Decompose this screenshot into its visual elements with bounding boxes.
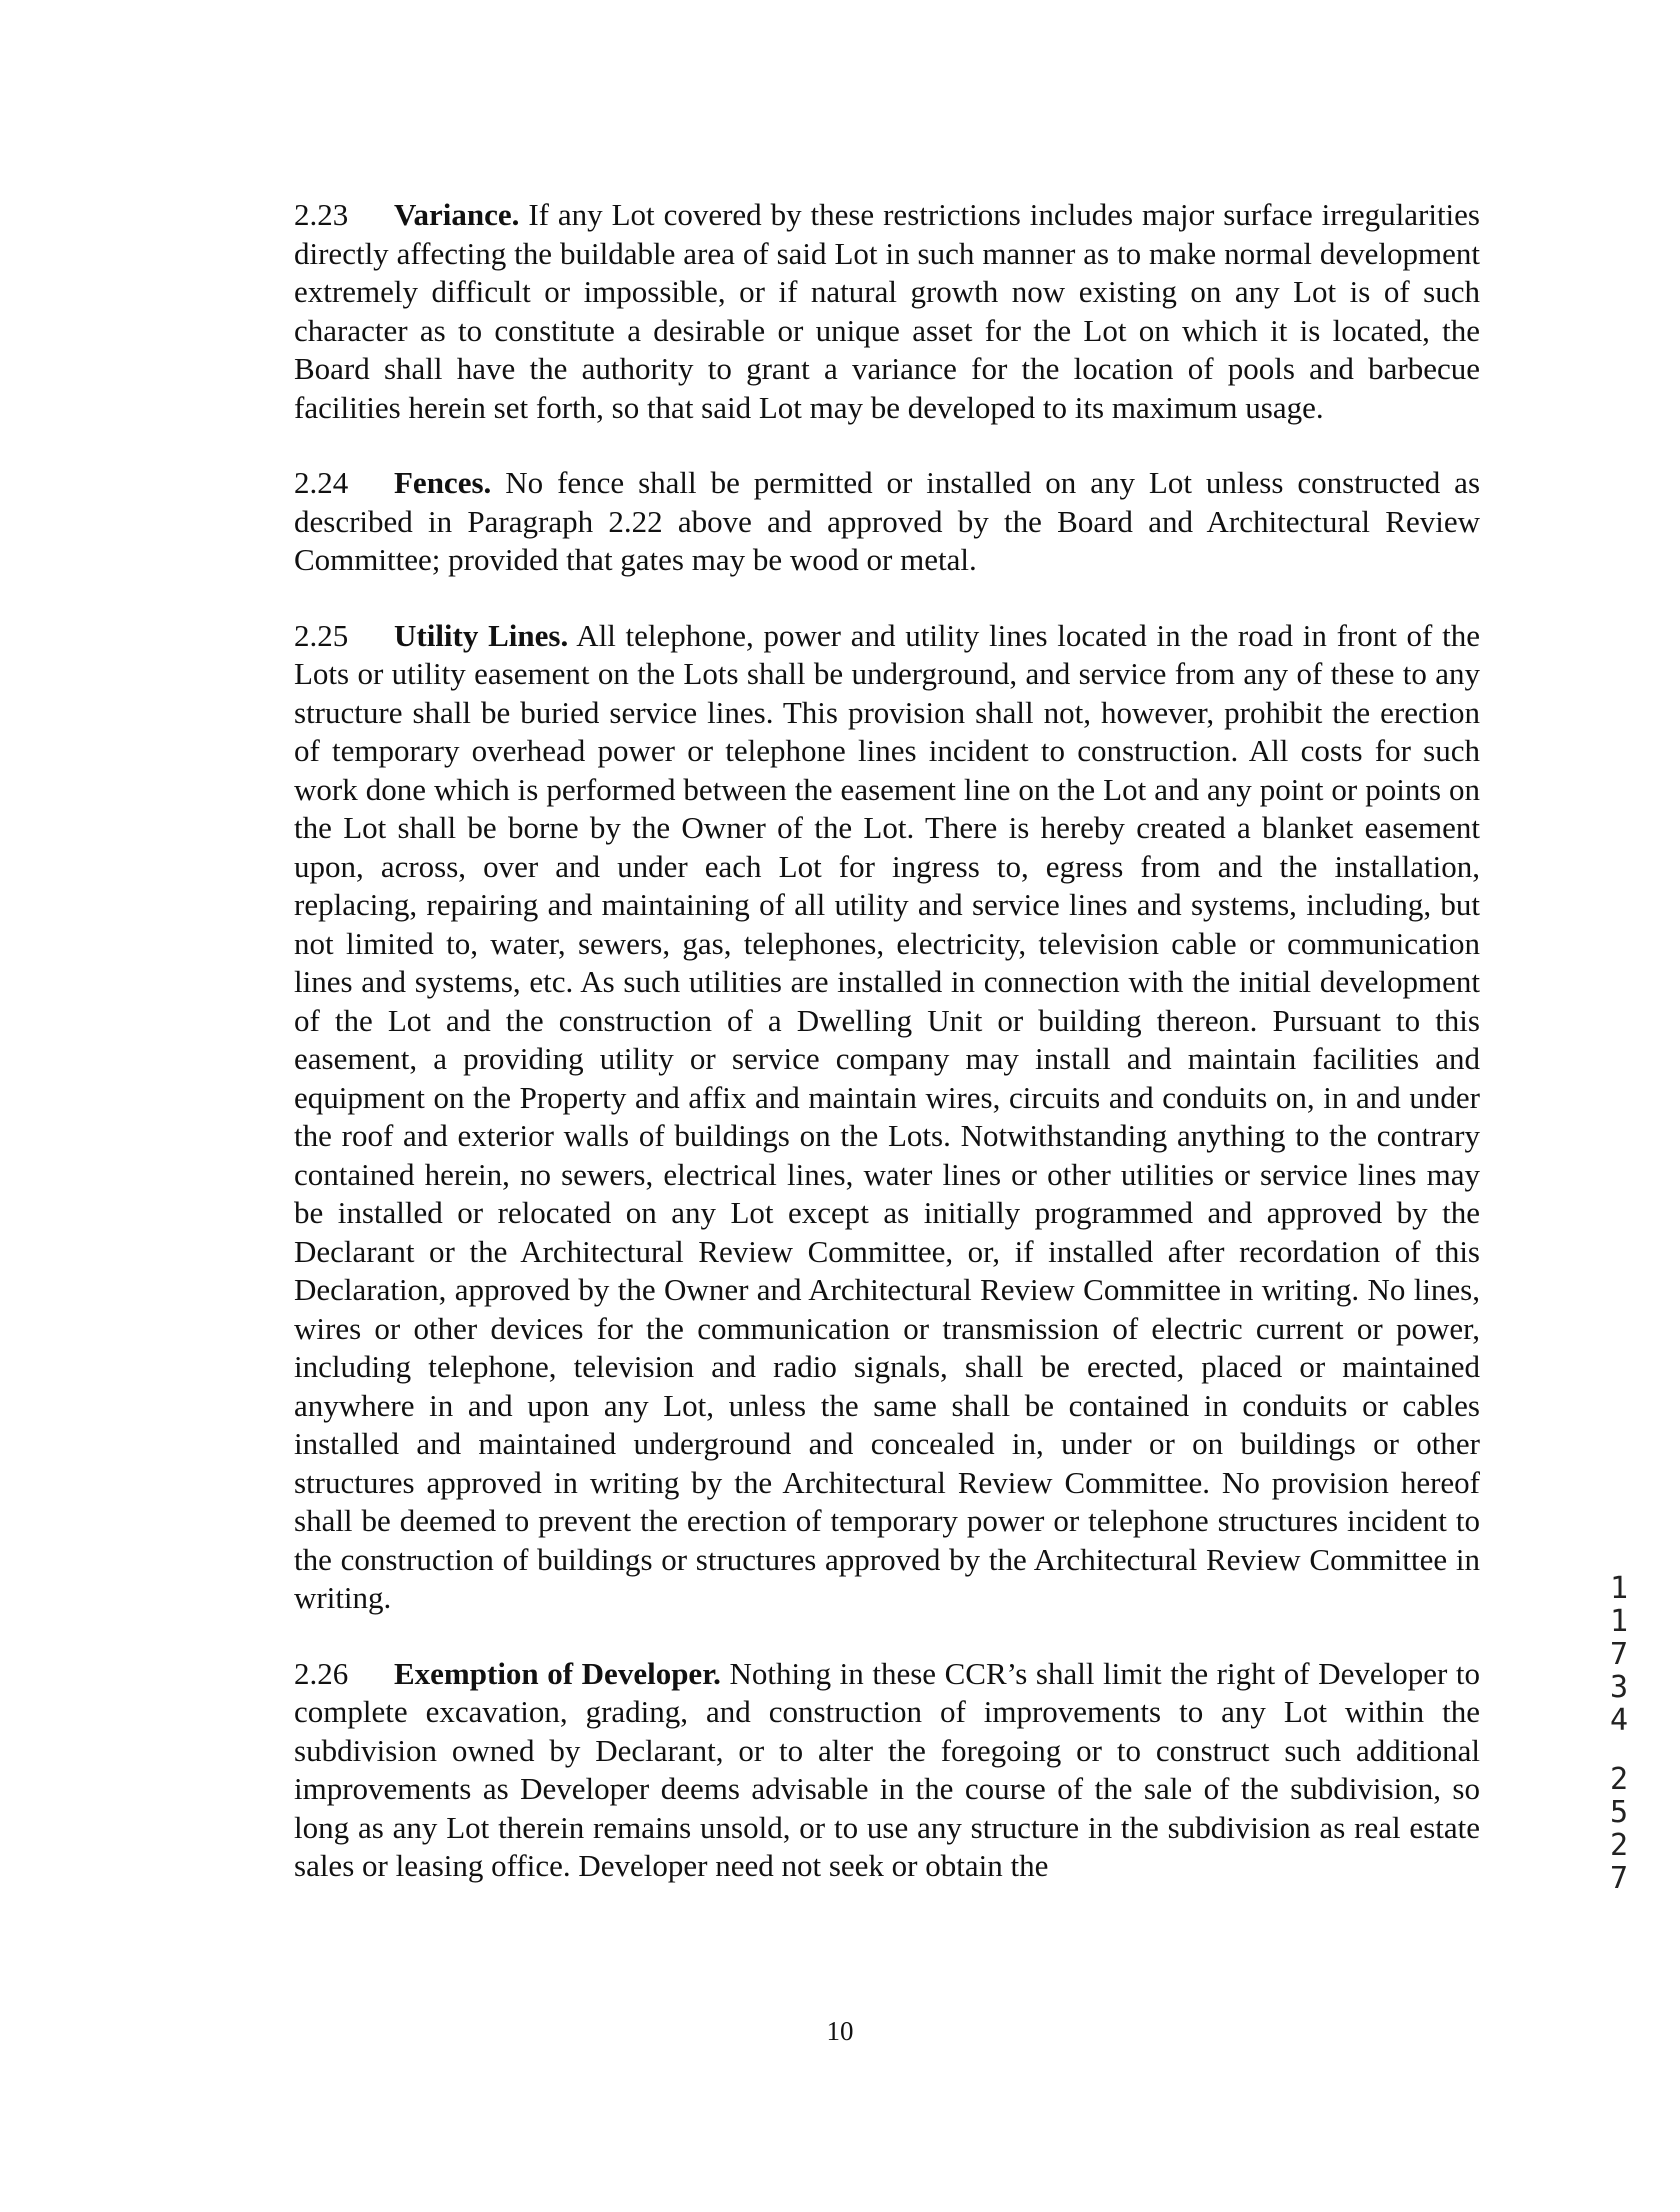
section-2-26 [294, 1655, 1480, 1886]
body-text [294, 196, 1480, 1923]
stamp-digit: 1 [1609, 1604, 1629, 1639]
page-number: 10 [826, 2016, 854, 2046]
stamp-digit: 2 [1609, 1762, 1629, 1797]
section-text: All telephone, power and utility lines located in the road in front of the Lots or utility easement on the Lots shall be underground, and service from any of these to any structure shall be buried service lines. This provision shall not, however, prohibit the erection of temporary overhead power or telephone lines incident to construction. All costs for such work done which is performed between the easement line on the Lot and any point or points on the Lot shall be borne by the Owner of the Lot. There is hereby created a blanket easement upon, across, over and under each Lot for ingress to, egress from and the installation, replacing, repairing and maintaining of all utility and service lines and systems, including, but not limited to, water, sewers, gas, telephones, electricity, television cable or communication lines and systems, etc. As such utilities are installed in connection with the initial development of the Lot and the construction of a Dwelling Unit or building thereon. Pursuant to this easement, a providing utility or service company may install and maintain facilities and equipment on the Property and affix and maintain wires, circuits and conduits on, in and under the roof and exterior walls of buildings on the Lots. Notwithstanding anything to the contrary contained herein, no sewers, electrical lines, water lines or other utilities or service lines may be installed or relocated on any Lot except as initially programmed and approved by the Declarant or the Architectural Review Committee, or, if installed after recordation of this Declaration, approved by the Owner and Architectural Review Committee in writing. No lines, wires or other devices for the communication or transmission of electric current or power, including telephone, television and radio signals, shall be erected, placed or maintained anywhere in and upon any Lot, unless the same shall be contained in conduits or cables installed and maintained underground and concealed in, under or on buildings or other structures approved in writing by the Architectural Review Committee. No provision hereof shall be deemed to prevent the erection of temporary power or telephone structures incident to the construction of buildings or structures approved by the Architectural Review Committee in writing. [294, 617, 1480, 1615]
stamp-digit: 7 [1609, 1637, 1629, 1672]
section-text: No fence shall be permitted or installed on any Lot unless constructed as described in Paragraph 2.22 above and approved by the Board and Architectural Review Committee; provided that gates may be wood or metal. [294, 465, 1481, 577]
section-text: If any Lot covered by these restrictions includes major surface irregularities directly affecting the buildable area of said Lot in such manner as to make normal development extremely difficult or impossible, or if natural growth now existing on any Lot is of such character as to constitute a desirable or unique asset for the Lot on which it is located, the Board shall have the authority to grant a variance for the location of pools and barbecue facilities herein set forth, so that said Lot may be developed to its maximum usage. [294, 197, 1480, 425]
section-heading: Utility Lines. [394, 617, 569, 653]
section-number: 2.25 [294, 617, 349, 653]
section-2-24 [294, 464, 1480, 580]
section-2-23 [294, 196, 1480, 427]
section-heading: Fences. [394, 465, 492, 500]
recording-number-stamp [1604, 1572, 1634, 1895]
section-heading: Exemption of Developer. [394, 1655, 721, 1691]
section-2-25 [294, 617, 1480, 1618]
section-text: Nothing in these CCR’s shall limit the right of Developer to complete excavation, grading, and construction of improvements to any Lot within the subdivision owned by Declarant, or to alter the foregoing or to construct such additional improvements as Developer deems advisable in the course of the sale of the subdivision, so long as any Lot therein remains unsold, or to use any structure in the subdivision as real estate sales or leasing office. Developer need not seek or obtain the [294, 1655, 1481, 1883]
section-number: 2.24 [294, 465, 349, 500]
stamp-digit: 7 [1609, 1861, 1629, 1896]
section-number: 2.26 [294, 1655, 349, 1691]
stamp-digit: 3 [1609, 1670, 1629, 1705]
stamp-digit: 5 [1609, 1795, 1629, 1830]
section-heading: Variance. [394, 197, 520, 232]
stamp-digit: 1 [1609, 1571, 1629, 1606]
stamp-digit: 2 [1609, 1828, 1629, 1863]
stamp-group-2 [1604, 1763, 1634, 1895]
stamp-group-1 [1604, 1572, 1634, 1737]
stamp-digit: 4 [1609, 1703, 1629, 1738]
section-number: 2.23 [294, 197, 349, 232]
